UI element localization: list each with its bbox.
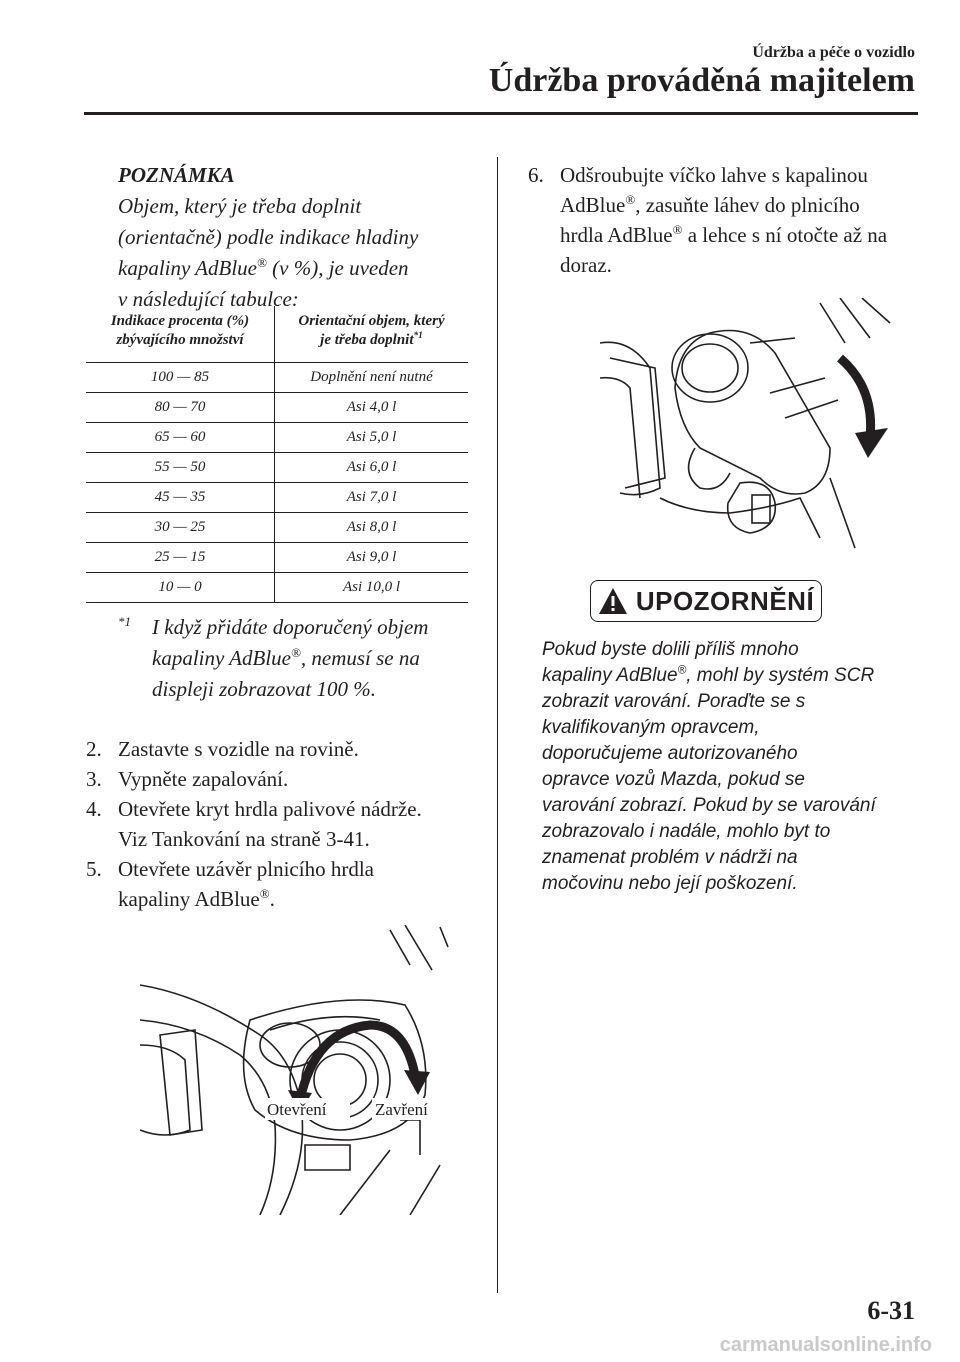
- table-footnote: $^{*1}$ I když přidáte doporučený objem kapaliny AdBlue®, nemusí se na displeji zobrazovat 100 %.: [118, 614, 429, 701]
- filler-cap-illustration: [140, 925, 470, 1215]
- note-block: [118, 160, 478, 315]
- note-line: Objem, který je třeba doplnit: [118, 194, 362, 218]
- table-row: 10 — 0 Asi 10,0 l: [86, 573, 468, 603]
- table-header-volume: Orientační objem, který je třeba doplnit$^{*1}$: [298, 313, 445, 348]
- step-2: 2. Zastavte s vozidle na rovině.: [86, 737, 359, 761]
- warning-title: UPOZORNĚNÍ: [635, 585, 815, 616]
- table-row: 45 — 35 Asi 7,0 l: [86, 483, 468, 513]
- table-row: 30 — 25 Asi 8,0 l: [86, 513, 468, 543]
- table-row: 25 — 15 Asi 9,0 l: [86, 543, 468, 573]
- column-divider: [497, 157, 498, 1293]
- table-row: 80 — 70 Asi 4,0 l: [86, 393, 468, 423]
- note-line: v následující tabulce:: [118, 287, 299, 311]
- footnote-mark: *1: [118, 614, 132, 629]
- page-title: Údržba prováděná majitelem: [488, 62, 915, 99]
- page-number: 6-31: [867, 1296, 915, 1325]
- table-header-percent: Indikace procenta (%) zbývajícího množství: [86, 306, 275, 363]
- step-5: 5. Otevřete uzávěr plnicího hrdla kapaliny AdBlue®.: [86, 857, 374, 911]
- step-4: 4. Otevřete kryt hrdla palivové nádrže. Viz Tankování na straně 3-41.: [86, 797, 422, 851]
- step-3: 3. Vypněte zapalování.: [86, 767, 289, 791]
- refill-table: [86, 306, 468, 603]
- table-row: 55 — 50 Asi 6,0 l: [86, 453, 468, 483]
- open-label: Otevření: [267, 1100, 327, 1119]
- table-row: 65 — 60 Asi 5,0 l: [86, 423, 468, 453]
- step-6: 6. Odšroubujte víčko lahve s kapalinou AdBlue®, zasuňte láhev do plnicího hrdla AdBlue® a lehce s ní otočte až na doraz.: [528, 163, 888, 277]
- close-label: Zavření: [375, 1100, 428, 1119]
- watermark: carmanualsonline.info: [719, 1334, 932, 1356]
- warning-icon: [598, 587, 628, 615]
- table-row: 100 — 85 Doplnění není nutné: [86, 363, 468, 393]
- adblue-bottle-illustration: [600, 298, 900, 556]
- warning-box: [590, 580, 822, 622]
- warning-text: Pokud byste dolili příliš mnoho kapaliny AdBlue®, mohl by systém SCR zobrazit varování. Poraďte se s kvalifikovaným opravcem, doporučujeme autorizovaného opravce vozů Mazda, pokud se varování zobrazí. Pokud by se varování zobrazovalo i nadále, mohlo byt to znamenat problém v nádrži na močovinu nebo její poškození.: [542, 639, 876, 894]
- note-line: kapaliny AdBlue® (v %), je uveden: [118, 255, 409, 280]
- note-title: POZNÁMKA: [118, 163, 235, 187]
- section-title: Údržba a péče o vozidlo: [752, 44, 915, 61]
- header-rule: [84, 112, 918, 115]
- steps-list: [86, 734, 486, 914]
- note-line: (orientačně) podle indikace hladiny: [118, 225, 419, 249]
